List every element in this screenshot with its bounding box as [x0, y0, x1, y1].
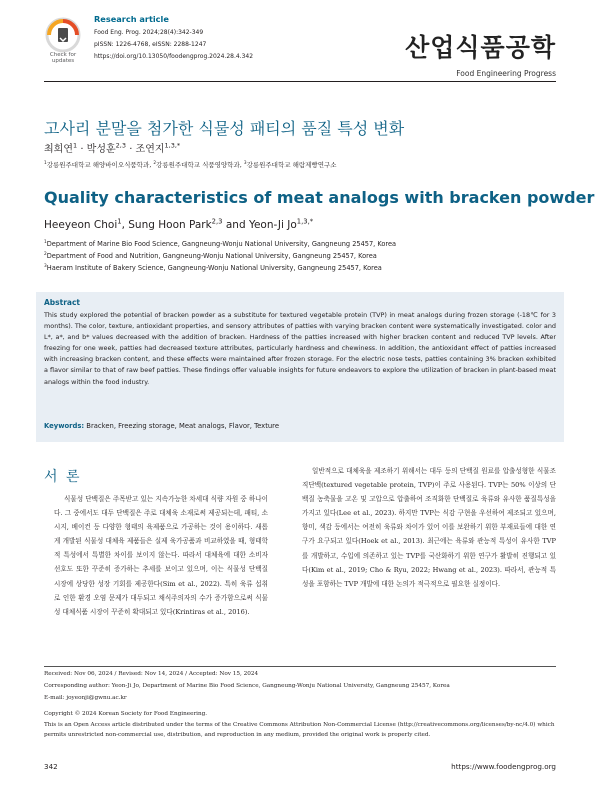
license-text: This is an Open Access article distributed under the terms of the Creative Commons Attribution Non-Commercial License (http://creativecommons.org/licenses/by-nc/4.0) which permits unrestricted non-commercial use, distribution, and reproduction in any medium, provided the original work is properly cited.: [44, 722, 555, 738]
affiliation-text: Department of Marine Bio Food Science, Gangneung-Wonju National University, Gangneung 25457, Korea: [46, 240, 397, 248]
journal-website-link[interactable]: https://www.foodengprog.org: [451, 762, 556, 771]
author-affiliation-mark: 2,3: [115, 141, 126, 150]
issn: pISSN: 1226-4768, eISSN: 2288-1247: [94, 41, 207, 48]
author-separator: and: [222, 219, 249, 231]
authors-english: [44, 219, 313, 231]
affiliation-mark: 1: [44, 159, 47, 165]
keywords-label: Keywords:: [44, 422, 85, 430]
author-name: 박성훈: [86, 144, 116, 155]
affiliation-text: Haeram Institute of Bakery Science, Gangneung-Wonju National University, Gangneung 25457, Korea: [46, 264, 382, 272]
corresponding-email[interactable]: E-mail: joyeonji@gwnu.ac.kr: [44, 695, 127, 701]
affiliation-english: [44, 264, 382, 272]
keywords-list: Bracken, Freezing storage, Meat analogs, Flavor, Texture: [86, 422, 280, 430]
affiliation-mark: 2: [153, 159, 157, 165]
affiliations-korean: [44, 160, 337, 169]
author-affiliation-mark: 1,3,*: [296, 217, 314, 226]
footnote-divider: [44, 666, 556, 667]
copyright: Copyright © 2024 Korean Society for Food Engineering.: [44, 711, 208, 717]
affiliation-text: 강릉원주대학교 해양바이오식품학과,: [46, 161, 154, 169]
authors-korean: [44, 140, 180, 155]
check-for-updates-label: Check for updates: [49, 52, 77, 64]
affiliation-text: 강릉원주대학교 해람제빵연구소: [246, 161, 337, 169]
doi-link[interactable]: https://doi.org/10.13050/foodengprog.2024.28.4.342: [94, 53, 254, 60]
keywords: [44, 422, 279, 430]
intro-paragraph-right: 일반적으로 대체육을 제조하기 위해서는 대두 등의 단백질 원료를 압출성형한 식물조직단백(textured vegetable protein, TVP)이 주로 사용된다. TVP는 50% 이상의 단백질 농축물을 고온 및 고압으로 압출하여 조직화한 단백질로 육류와 유사한 품질특성을 가지고 있다(Lee et al., 2023). 하지만 TVP는 식감 구현을 우선하여 제조되고 있으며, 향미, 색감 등에서는 여전히 육류와 차이가 있어 이를 보완하기 위한 부재료들에 대한 연구가 요구되고 있다(Hoek et al., 2013). 최근에는 육류와 관능적 특성이 유사한 TVP를 개발하고, 수입에 의존하고 있는 TVP를 국산화하기 위한 연구가 활발히 진행되고 있다(Kim et al., 2019; Cho & Ryu, 2022; Hwang et al., 2023). 따라서, 관능적 특성을 포함하는 TVP 개발에 대한 논의가 적극적으로 필요한 실정이다.: [302, 467, 556, 588]
author-affiliation-mark: 1,3,*: [164, 141, 181, 150]
affiliation-english: [44, 252, 377, 260]
corresponding-author: Corresponding author: Yeon-Ji Jo, Department of Marine Bio Food Science, Gangneung-Wonju National University, Gangneung 25457, Korea: [44, 683, 450, 689]
page-number: 342: [44, 762, 58, 771]
author-name: Yeon-Ji Jo: [248, 219, 297, 231]
intro-paragraph-left: 식물성 단백질은 주목받고 있는 지속가능한 차세대 식량 자원 중 하나이다. 그 중에서도 대두 단백질은 주로 대체육 소재로써 제공되는데, 패티, 소시지, 베이컨 등 다양한 형태의 육제품으로 가공하는 것이 용이하다. 새롭게 개발된 식물성 대체육 제품들은 실제 육가공품과 비교하였을 때, 형태학적 특성에서 특별한 차이를 보이지 않는다. 따라서 대체육에 대한 소비자 선호도 또한 꾸준히 증가하는 추세를 보이고 있으며, 이는 식물성 단백질 시장에 상당한 성장 기회를 제공한다(Sim et al., 2022). 특히 육류 섭취로 인한 환경 오염 문제가 대두되고 채식주의자의 수가 증가함으로써 식물성 대체식품 시장이 꾸준히 확대되고 있다(Krintiras et al., 2016).: [54, 495, 268, 616]
author-name: Heeyeon Choi: [44, 219, 118, 231]
author-separator: ·: [80, 144, 87, 155]
author-separator: ,: [121, 219, 129, 231]
author-affiliation-mark: 1: [72, 141, 78, 150]
affiliation-mark: 3: [44, 263, 47, 269]
affiliation-mark: 1: [44, 239, 47, 245]
affiliation-text: 강릉원주대학교 식품영양학과,: [156, 161, 244, 169]
abstract-heading: Abstract: [44, 298, 81, 307]
affiliation-mark: 3: [243, 159, 247, 165]
author-affiliation-mark: 1: [117, 217, 122, 226]
author-name: 조연지: [135, 144, 165, 155]
journal-title-english: Food Engineering Progress: [456, 69, 556, 78]
affiliation-mark: 2: [44, 251, 47, 257]
abstract-body: This study explored the potential of bracken powder as a substitute for textured vegetable protein (TVP) in meat analogs during frozen storage (-18℃ for 3 months). The color, texture, antioxidant properties, and sensory attributes of patties with varying bracken content were systematically investigated. color and L*, a*, and b* values decreased with the addition of bracken. Hardness of the patties increased with higher bracken content and reduced TVP levels. After freezing for one week, patties had decreased texture attributes, particularly hardness and chewiness. In addition, the antioxidant effect of patties increased with increasing bracken content, and these effects were maintained after frozen storage. For the electric nose tests, patties containing 3% bracken exhibited a flavor similar to that of raw beef patties. These findings offer valuable insights for future endeavors to explore the utilization of bracken in plant-based meat analogs within the food industry.: [44, 311, 556, 386]
section-heading-introduction: 서 론: [44, 469, 82, 485]
journal-title-korean: 산업식품공학: [405, 33, 556, 62]
header-divider: [44, 81, 556, 82]
author-name: 최희연: [44, 144, 73, 155]
author-separator: ·: [129, 144, 136, 155]
author-name: Sung Hoon Park: [128, 219, 212, 231]
article-type: Research article: [94, 14, 169, 24]
title-english: Quality characteristics of meat analogs with bracken powder: [44, 188, 595, 207]
title-korean: 고사리 분말을 첨가한 식물성 패티의 품질 특성 변화: [44, 119, 405, 138]
citation: Food Eng. Prog. 2024;28(4):342-349: [94, 29, 204, 36]
affiliation-english: [44, 240, 396, 248]
affiliation-text: Department of Food and Nutrition, Gangneung-Wonju National University, Gangneung 25457, Korea: [46, 252, 377, 260]
author-affiliation-mark: 2,3: [211, 217, 223, 226]
article-dates: Received: Nov 06, 2024 / Revised: Nov 14, 2024 / Accepted: Nov 15, 2024: [44, 671, 259, 677]
